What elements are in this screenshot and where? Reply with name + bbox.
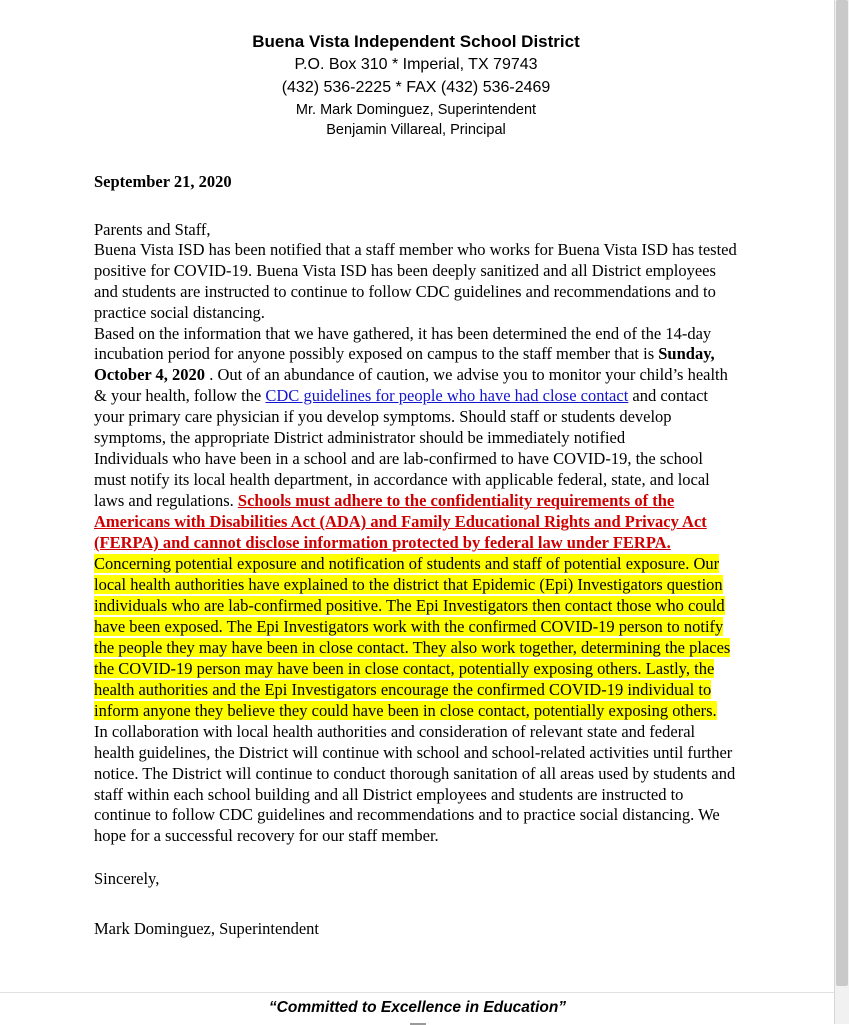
paragraph-2-part-1: Based on the information that we have gathered, it has been determined the end of the 14-day incubation period for anyone possibly exposed on campus to the staff member that is bbox=[94, 323, 712, 364]
highlight-text: Concerning potential exposure and notification of students and staff of potential exposure. Our local health authorities have explained to the district that Epidemic (Epi) Investigators question individuals who are lab-confirmed positive. The Epi Investigators then contact those who could have been exposed. The Epi Investigators work with the confirmed COVID-19 person to notify the people they may have been in close contact. They also work together, determining the places the COVID-19 person may have been in close contact, potentially exposing others. Lastly, the health authorities and the Epi Investigators encourage the confirmed COVID-19 individual to inform anyone they believe they could have been in close contact, potentially exposing others. bbox=[94, 554, 731, 720]
letter-salutation: Parents and Staff, bbox=[94, 219, 211, 239]
district-address: P.O. Box 310 * Imperial, TX 79743 bbox=[294, 56, 538, 74]
letter-signature: Mark Dominguez, Superintendent bbox=[94, 919, 319, 939]
paragraph-2-part-2: . Out of an abundance of caution, we advise you to monitor your child’s health & your health, follow the bbox=[94, 365, 728, 406]
paragraph-2-part-3: and contact your primary care physician if you develop symptoms. Should staff or students develop symptoms, the appropriate District administrator should be immediately notified bbox=[94, 386, 709, 448]
superintendent-line: Mr. Mark Dominguez, Superintendent bbox=[295, 101, 537, 118]
cdc-close-contact-link[interactable]: CDC guidelines for people who have had close contact bbox=[265, 386, 629, 406]
paragraph-5: In collaboration with local health authorities and consideration of relevant state and federal health guidelines, the District will continue with school and school-related activities until further notice. The District will continue to conduct thorough sanitation of all areas used by students and staff within each school building and all District employees and students are instructed to continue to follow CDC guidelines and recommendations and to practice social distancing. We hope for a successful recovery for our staff member. bbox=[94, 721, 736, 846]
paragraph-3-plain: Individuals who have been in a school and are lab-confirmed to have COVID-19, the school must notify its local health department, in accordance with applicable federal, state, and local laws and regulations. bbox=[94, 449, 710, 511]
paragraph-3 bbox=[94, 449, 738, 554]
paragraph-4-highlighted bbox=[94, 554, 738, 722]
letter-closing: Sincerely, bbox=[94, 869, 160, 889]
paragraph-2-bold-date: Sunday, October 4, 2020 bbox=[94, 344, 715, 385]
scrollbar-thumb[interactable] bbox=[836, 0, 848, 986]
paragraph-3-emphasis: Schools must adhere to the confidentiality requirements of the Americans with Disabilities Act (ADA) and Family Educational Rights and Privacy Act (FERPA) and cannot disclose information protected by federal law under FERPA. bbox=[94, 491, 707, 553]
paragraph-2 bbox=[94, 324, 738, 450]
paragraph-1: Buena Vista ISD has been notified that a staff member who works for Buena Vista ISD has tested positive for COVID-19. Buena Vista ISD has been deeply sanitized and all District employees and students are instructed to continue to follow CDC guidelines and recommendations and to practice social distancing. bbox=[94, 239, 737, 322]
vertical-scrollbar[interactable] bbox=[834, 0, 849, 1024]
district-name: Buena Vista Independent School District bbox=[252, 32, 580, 51]
principal-line: Benjamin Villareal, Principal bbox=[326, 122, 506, 139]
letterhead bbox=[94, 30, 738, 141]
letter-date: September 21, 2020 bbox=[94, 171, 232, 191]
letter-footer bbox=[0, 992, 835, 1024]
district-phone: (432) 536-2225 * FAX (432) 536-2469 bbox=[281, 78, 551, 96]
footer-motto: “Committed to Excellence in Education” bbox=[268, 999, 567, 1016]
